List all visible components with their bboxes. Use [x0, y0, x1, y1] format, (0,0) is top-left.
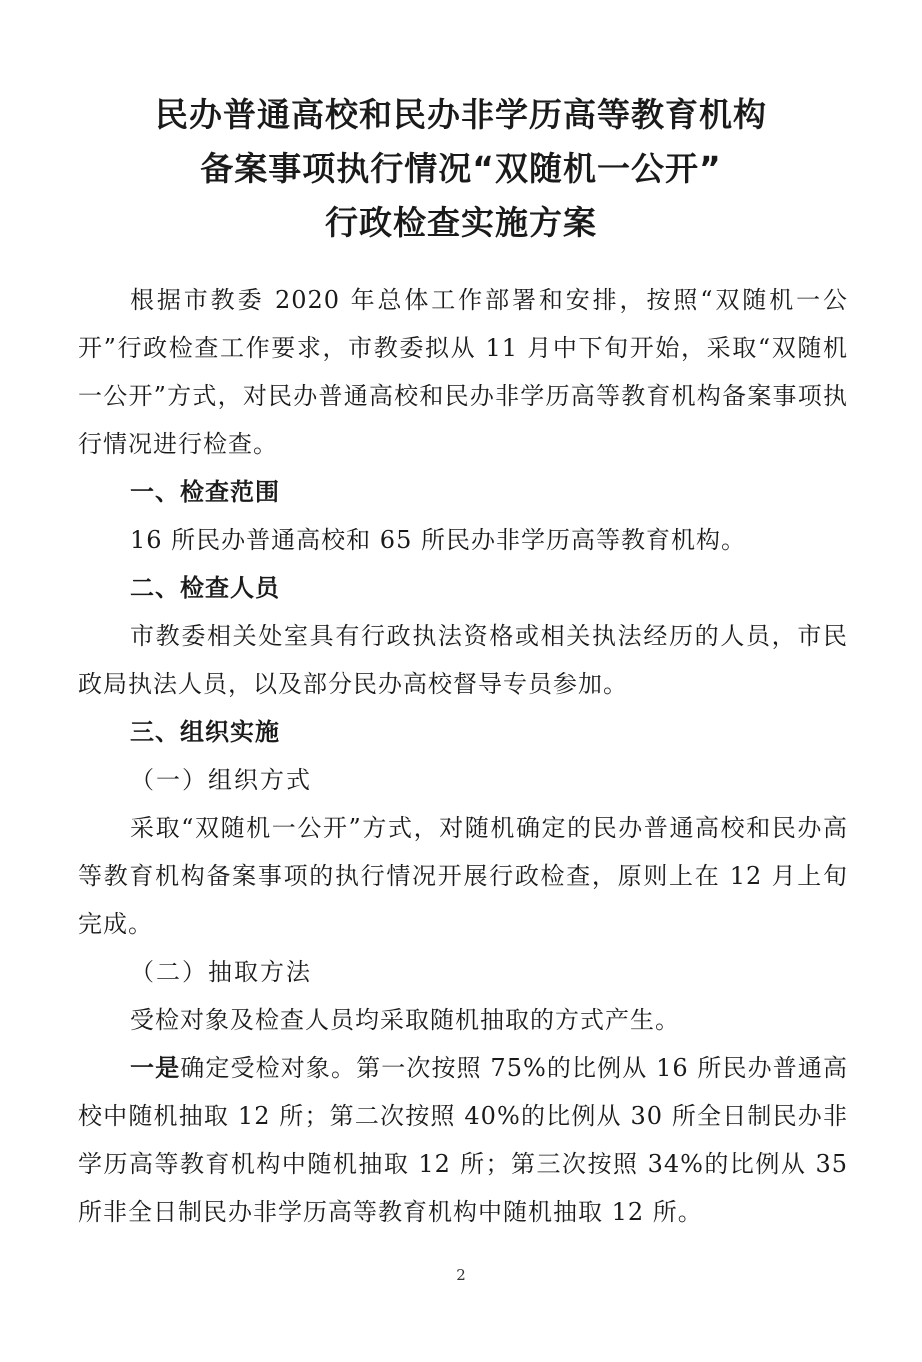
- section-2-heading: 二、检查人员: [130, 574, 280, 602]
- intro-paragraph: 根据市教委 2020 年总体工作部署和安排，按照“双随机一公开”行政检查工作要求，市教委拟从 11 月中下旬开始，采取“双随机一公开”方式，对民办普通高校和民办非学历高等教育机构备案事项执行情况进行检查。: [78, 286, 848, 458]
- title-line-2: 备案事项执行情况“双随机一公开”: [200, 149, 722, 188]
- document-title: [0, 88, 922, 250]
- section-1-text: 16 所民办普通高校和 65 所民办非学历高等教育机构。: [130, 526, 746, 554]
- document-body: [78, 276, 848, 1236]
- item-1-lead: 一是: [130, 1054, 181, 1082]
- title-line-3: 行政检查实施方案: [325, 203, 597, 242]
- item-1-paragraph: [78, 1044, 848, 1236]
- section-2-text: 市教委相关处室具有行政执法资格或相关执法经历的人员，市民政局执法人员，以及部分民办高校督导专员参加。: [78, 622, 848, 698]
- subsection-2-text: 受检对象及检查人员均采取随机抽取的方式产生。: [130, 1006, 680, 1034]
- subsection-1-text: 采取“双随机一公开”方式，对随机确定的民办普通高校和民办高等教育机构备案事项的执行情况开展行政检查，原则上在 12 月上旬完成。: [78, 814, 848, 938]
- section-1-heading: 一、检查范围: [130, 478, 280, 506]
- subsection-1-heading: （一）组织方式: [130, 766, 312, 794]
- page-number: 2: [456, 1266, 466, 1284]
- item-1-text: 确定受检对象。第一次按照 75%的比例从 16 所民办普通高校中随机抽取 12 所；第二次按照 40%的比例从 30 所全日制民办非学历高等教育机构中随机抽取 12 所；第三次按照 34%的比例从 35 所非全日制民办非学历高等教育机构中随机抽取 12 所。: [78, 1054, 848, 1226]
- section-3-heading: 三、组织实施: [130, 718, 280, 746]
- subsection-2-heading: （二）抽取方法: [130, 958, 312, 986]
- title-line-1: 民办普通高校和民办非学历高等教育机构: [155, 95, 767, 134]
